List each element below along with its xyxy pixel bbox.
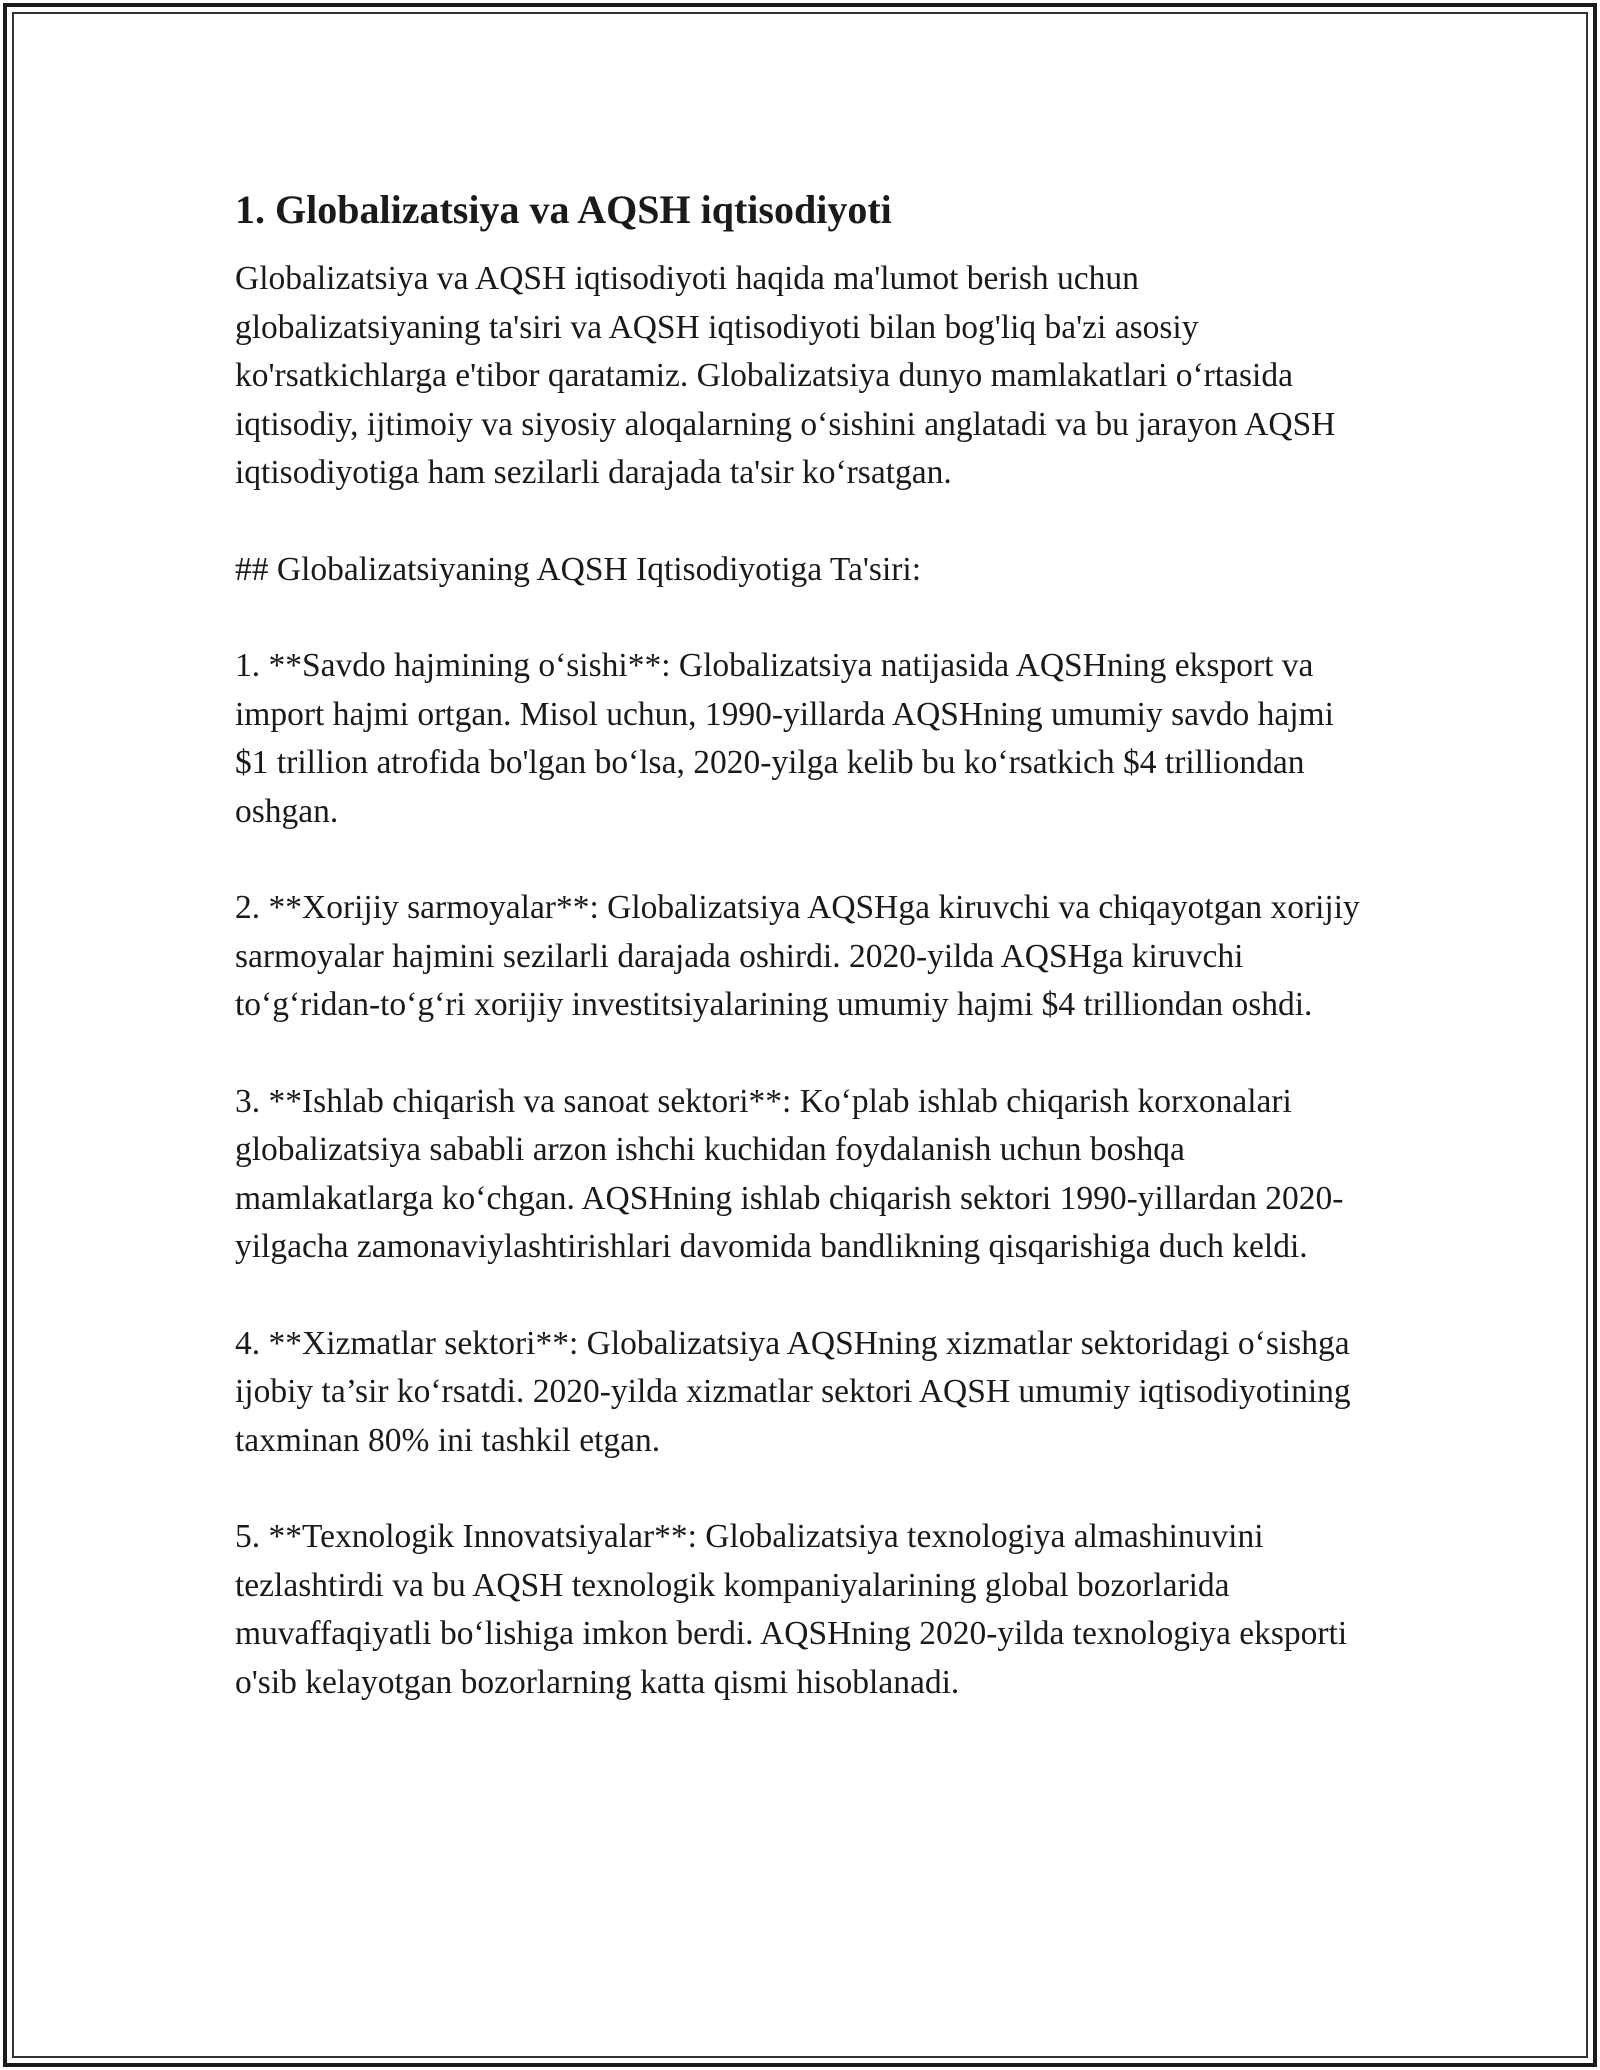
document-title: 1. Globalizatsiya va AQSH iqtisodiyoti [235, 187, 892, 232]
list-item-services: 4. **Xizmatlar sektori**: Globalizatsiya AQSHning xizmatlar sektoridagi o‘sishga ijobiy ta’sir ko‘rsatdi. 2020-yilda xizmatlar sektori AQSH umumiy iqtisodiyotining taxminan 80% ini tashkil etgan. [235, 1324, 1351, 1459]
list-item-trade-volume: 1. **Savdo hajmining o‘sishi**: Globalizatsiya natijasida AQSHning eksport va import hajmi ortgan. Misol uchun, 1990-yillarda AQSHning umumiy savdo hajmi $1 trillion atrofida bo'lgan bo‘lsa, 2020-yilga kelib bu ko‘rsatkich $4 trilliondan oshgan. [235, 647, 1334, 830]
list-item-foreign-investment: 2. **Xorijiy sarmoyalar**: Globalizatsiya AQSHga kiruvchi va chiqayotgan xorijiy sarmoyalar hajmini sezilarli darajada oshirdi. 2020-yilda AQSHga kiruvchi to‘g‘ridan-to‘g‘ri xorijiy investitsiyalarining umumiy hajmi $4 trilliondan oshdi. [235, 889, 1360, 1023]
section-heading: ## Globalizatsiyaning AQSH Iqtisodiyotiga Ta'siri: [235, 550, 922, 588]
intro-paragraph: Globalizatsiya va AQSH iqtisodiyoti haqida ma'lumot berish uchun globalizatsiyaning ta'siri va AQSH iqtisodiyoti bilan bog'liq ba'zi asosiy ko'rsatkichlarga e'tibor qaratamiz. Globalizatsiya dunyo mamlakatlari o‘rtasida iqtisodiy, ijtimoiy va siyosiy aloqalarning o‘sishini anglatadi va bu jarayon AQSH iqtisodiyotiga ham sezilarli darajada ta'sir ko‘rsatgan. [235, 260, 1336, 491]
document-body [235, 185, 1370, 1755]
list-item-technology: 5. **Texnologik Innovatsiyalar**: Globalizatsiya texnologiya almashinuvini tezlashtirdi va bu AQSH texnologik kompaniyalarining global bozorlarida muvaffaqiyatli bo‘lishiga imkon berdi. AQSHning 2020-yilda texnologiya eksporti o'sib kelayotgan bozorlarning katta qismi hisoblanadi. [235, 1518, 1348, 1701]
list-item-manufacturing: 3. **Ishlab chiqarish va sanoat sektori**: Ko‘plab ishlab chiqarish korxonalari globalizatsiya sababli arzon ishchi kuchidan foydalanish uchun boshqa mamlakatlarga ko‘chgan. AQSHning ishlab chiqarish sektori 1990-yillardan 2020-yilgacha zamonaviylashtirishlari davomida bandlikning qisqarishiga duch keldi. [235, 1082, 1344, 1265]
